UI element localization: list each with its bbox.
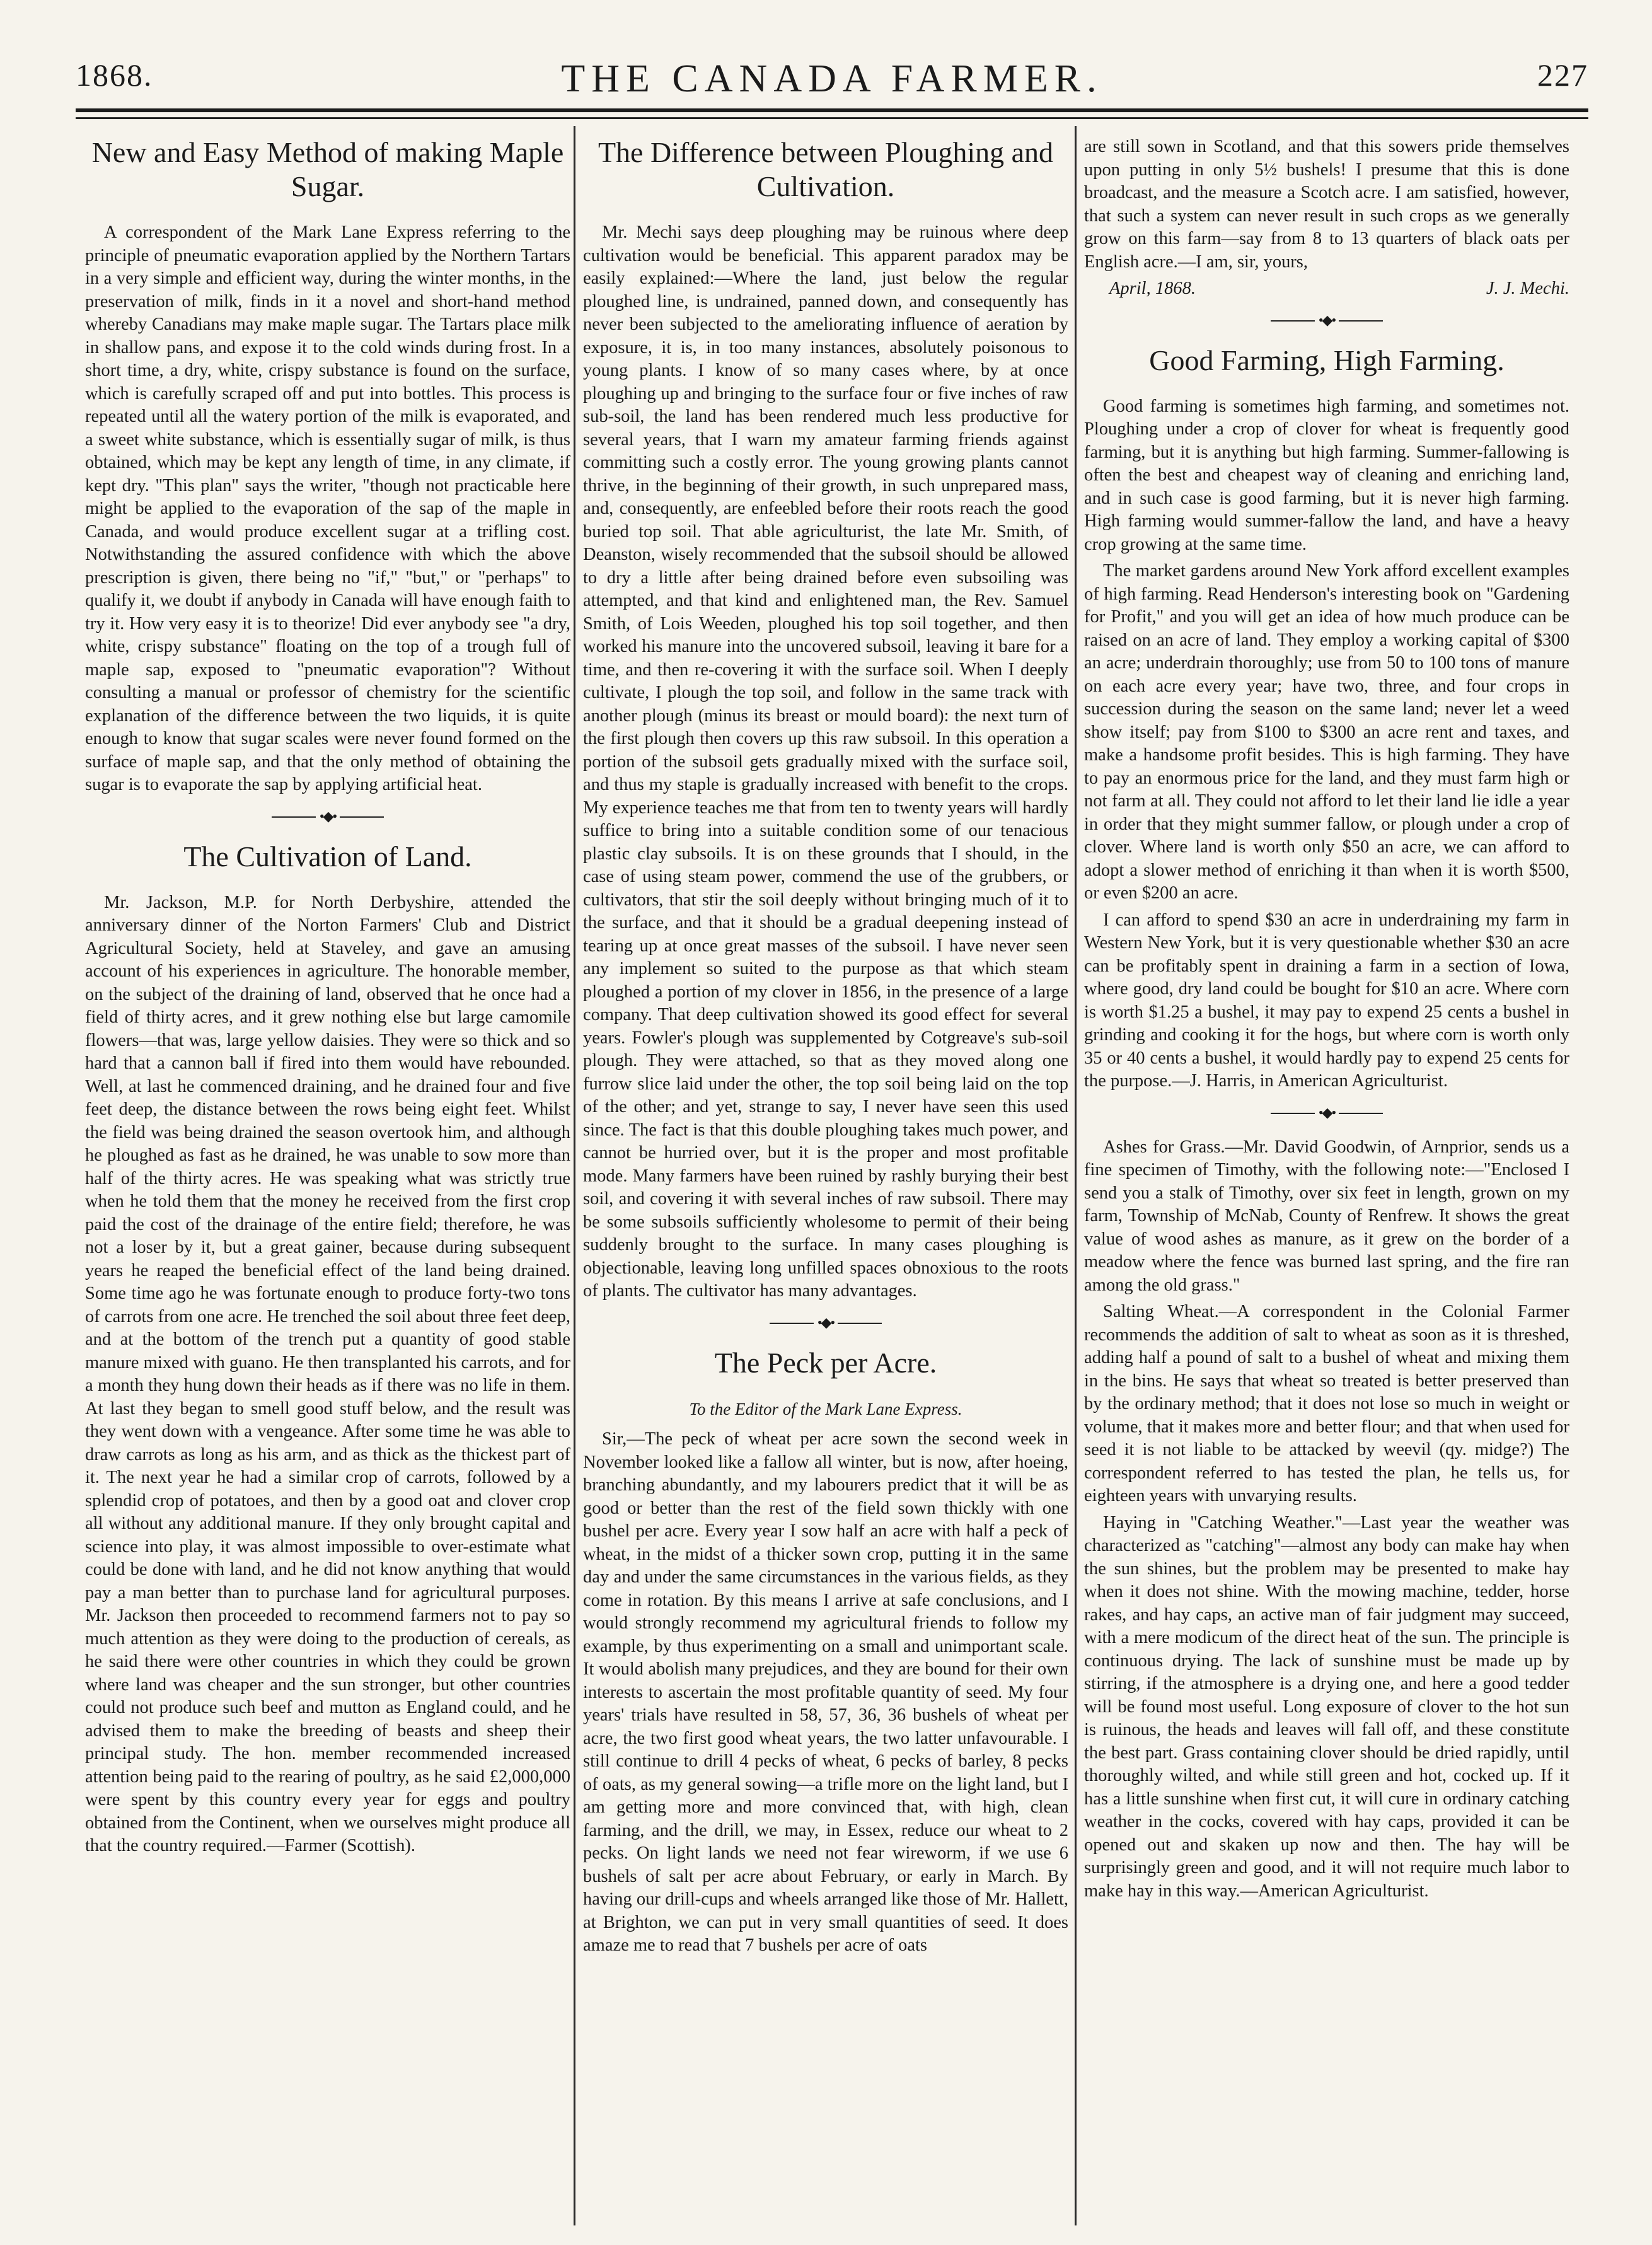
article-title: The Difference between Ploughing and Cultivation. xyxy=(598,136,1054,202)
issue-year: 1868. xyxy=(76,57,153,93)
article-paragraph: A correspondent of the Mark Lane Express referring to the principle of pneumatic evaporation applied by the Northern Tartars in a very simple and efficient way, during the winter months, in the preservation of milk, finds in it a novel and short-hand method whereby Canadians may make maple sugar. The Tartars place milk in shallow pans, and expose it to the cold winds during frost. In a short time, a dry, white, crispy substance is found on the surface, which is carefully scraped off and put into bottles. This process is repeated until all the watery portion of the milk is evaporated, and a sweet white substance, which is essentially sugar of milk, is thus obtained, which may be kept any length of time, in any climate, if kept dry. "This plan" says the writer, "though not practicable here might be applied to the evaporation of the sap of the maple in Canada, and would produce excellent sugar at a trifling cost. Notwithstanding the assured confidence with which the above prescription is given, there being no "if," "but," or "perhaps" to qualify it, we doubt if anybody in Canada will have enough faith to try it. How very easy it is to theorize! Did ever anybody see "a dry, white, crispy substance" floating on the top of a trough full of maple sap, exposed to "pneumatic evaporation"? Without consulting a manual or professor of chemistry for the scientific explanation of the difference between the two liquids, it is quite enough to know that sugar scales were never found formed on the surface of maple sap, and that the only method of obtaining the sugar is to evaporate the sap by applying artificial heat. xyxy=(85,223,570,794)
column-1 xyxy=(85,136,570,2216)
article-paragraph: Good farming is sometimes high farming, and sometimes not. Ploughing under a crop of clover for wheat is frequently good farming, but it is anything but high farming. Summer-fallowing is often the best and cheapest way of cleaning and enriching land, and in such case is good farming, but it is never high farming. High farming would summer-fallow the land, and have a heavy crop growing at the same time. xyxy=(1084,396,1569,554)
section-ornament: •◆• xyxy=(1084,312,1569,328)
section-ornament: •◆• xyxy=(85,808,570,825)
column-2 xyxy=(583,136,1068,2216)
page-number: 227 xyxy=(1537,57,1588,93)
column-3 xyxy=(1084,136,1569,2216)
article-title: The Peck per Acre. xyxy=(714,1346,937,1379)
article-paragraph: Mr. Mechi says deep ploughing may be ruinous where deep cultivation would be beneficial. This apparent paradox may be easily explained:—Where the land, just below the regular ploughed line, is undrained, panned down, and consequently has never been subjected to the ameliorating influence of aeration by exposure, it is, in too many instances, absolutely poisonous to young plants. I know of so many cases where, by at once ploughing up and bringing to the surface four or five inches of raw sub-soil, the land has been rendered much less productive for several years, that I warn my amateur farming friends against committing such a costly error. The young growing plants cannot thrive, in the beginning of their growth, in such unprepared mass, and, consequently, are enfeebled before their roots reach the good buried top soil. That able agriculturist, the late Mr. Smith, of Deanston, wisely recommended that the subsoil should be allowed to dry a little after being drained before even subsoiling was attempted, and that kind and enlightened man, the Rev. Samuel Smith, of Lois Weeden, ploughed his top soil together, and then worked his manure into the uncovered subsoil, leaving it bare for a time, and then re-covering it with the surface soil. When I deeply cultivate, I plough the top soil, and follow in the same track with another plough (minus its breast or mould board): the next turn of the first plough then covers up this raw subsoil. In this operation a portion of the subsoil gets gradually mixed with the surface soil, and thus my staple is gradually increased with benefit to the crops. My experience teaches me that from ten to twenty years will hardly suffice to bring into a suitable condition some of our tenacious plastic clay subsoils. It is on these grounds that I should, in the case of using steam power, commend the use of the grubbers, or cultivators, that stir the soil deeply without bringing much of it to the surface, and that it should be a gradual deepening instead of tearing up at once great masses of the subsoil. I have never seen any implement so suited to the purpose as that which steam ploughed a portion of my clover in 1856, in the presence of a large company. That deep cultivation showed its good effect for several years. Fowler's plough was supplemented by Cotgreave's sub-soil plough. They were attached, so that as they moved along one furrow slice laid under the other, the top soil being laid on the top of the other; and yet, strange to say, I never have seen this used since. The fact is that this double ploughing takes much power, and cannot be hurried over, but it is the proper and most profitable mode. Many farmers have been ruined by rashly burying their best soil, and covering it with several inches of raw subsoil. There may be some subsoils sufficiently wholesome to permit of their being suddenly brought to the surface. In many cases ploughing is objectionable, leaving long unfilled spaces obnoxious to the roots of plants. The cultivator has many advantages. xyxy=(583,223,1068,1301)
masthead-rule-thin xyxy=(76,117,1588,119)
article-paragraph: The market gardens around New York afford excellent examples of high farming. Read Henderson's interesting book on "Gardening for Profit," and you will get an idea of how much produce can be raised on an acre of land. They employ a working capital of $300 an acre; underdrain thoroughly; use from 50 to 100 tons of manure on each acre every year; have two, three, and four crops in succession during the season on the same land; never let a weed show itself; pay from $100 to $300 an acre rent and taxes, and make a handsome profit besides. This is high farming. They have to pay an enormous price for the land, and they must farm high or not farm at all. They could not afford to let their land lie idle a year in order that they might summer fallow, or plough under a crop of clover. Where land is worth only $50 an acre, we can afford to adopt a slower method of enriching it than when it is worth $500, or even $200 an acre. xyxy=(1084,561,1569,903)
masthead xyxy=(76,57,1588,101)
article-paragraph: Haying in "Catching Weather."—Last year the weather was characterized as "catching"—almost any body can make hay when the sun shines, but the problem may be presented to make hay when it does not shine. With the mowing machine, tedder, horse rakes, and hay caps, an active man of fair judgment may succeed, with a mere modicum of the direct heat of the sun. The principle is continuous drying. The lack of sunshine must be made up by stirring, if the atmosphere is a drying one, and here a good tedder will be found most useful. Long exposure of clover to the hot sun is ruinous, the heads and leaves will fall off, and these constitute the best part. Grass containing clover should be dried rapidly, until thoroughly wilted, and while still green and hot, cocked up. If it has a little sunshine when first cut, it will cure in ordinary catching weather in the cocks, covered with hay caps, provided it can be opened out and skaken up now and then. The hay will be surprisingly green and good, and it will not require much labor to make hay in this way.—American Agriculturist. xyxy=(1084,1512,1569,1901)
article-title: New and Easy Method of making Maple Sugar. xyxy=(91,136,564,202)
article-paragraph: I can afford to spend $30 an acre in underdraining my farm in Western New York, but it is very questionable whether $30 an acre can be profitably spent in draining a farm in a section of Iowa, where good, dry land could be bought for $10 an acre. Where corn is worth $1.25 a bushel, it may pay to expend 25 cents a bushel in grinding and cooking it for the hogs, but where corn is worth only 35 or 40 cents a bushel, it would hardly pay to expend 25 cents for the purpose.—J. Harris, in American Agriculturist. xyxy=(1084,910,1569,1091)
section-ornament: •◆• xyxy=(583,1314,1068,1331)
letter-date: April, 1868. J. J. Mechi. xyxy=(1084,277,1569,301)
article-paragraph: Sir,—The peck of wheat per acre sown the second week in November looked like a fallow all winter, but is now, after hoeing, branching abundantly, and my labourers predict that it will be as good or better than the rest of the field sown thickly with one bushel per acre. Every year I sow half an acre with half a peck of wheat, in the midst of a thicker sown crop, putting it in the same day and under the same circumstances in the various fields, as they come in rotation. By this means I arrive at safe conclusions, and I would strongly recommend my agricultural friends to follow my example, by thus experimenting on a small and unimportant scale. It would abolish many prejudices, and they are bound for their own interests to ascertain the most profitable quantity of seed. My four years' trials have resulted in 58, 57, 36, 36 bushels of wheat per acre, the two first good wheat years, the two latter unfavourable. I still continue to drill 4 pecks of wheat, 6 pecks of barley, 8 pecks of oats, as my general sowing—a trifle more on the light land, but I am getting more and more convinced that, with high, clean farming, and the drill, we may, in Essex, reduce our wheat to 2 pecks. On light lands we need not fear wireworm, if we use 6 bushels of salt per acre about February, or early in March. By having our drill-cups and wheels arranged like those of Mr. Hallett, at Brighton, we can put in very small quantities of seed. It does amaze me to read that 7 bushels per acre of oats xyxy=(583,1429,1068,1955)
editor-line: To the Editor of the Mark Lane Express. xyxy=(689,1399,962,1418)
article-title: The Cultivation of Land. xyxy=(183,840,472,873)
newspaper-title: THE CANADA FARMER. xyxy=(561,57,1103,100)
article-paragraph: Mr. Jackson, M.P. for North Derbyshire, attended the anniversary dinner of the Norton Farmers' Club and District Agricultural Society, held at Staveley, and gave an amusing account of his experiences in agriculture. The honorable member, on the subject of the draining of land, observed that he once had a field of thirty acres, and it grew nothing else but large camomile flowers—that was, large yellow daisies. They were so thick and so hard that a cannon ball if fired into them would have rebounded. Well, at last he commenced draining, and he drained four and five feet deep, the distance between the rows being eight feet. Whilst the field was being drained the season overtook him, and although he ploughed as fast as he drained, he was unable to sow more than half of the thirty acres. He was speaking what was strictly true when he told them that the money he received from the first crop paid the cost of the drainage of the entire field; therefore, he was not a loser by it, but a great gainer, because during subsequent years he reaped the beneficial effect of the land being drained. Some time ago he was fortunate enough to produce forty-two tons of carrots from one acre. He trenched the soil about three feet deep, and at the bottom of the trench put a quantity of good stable manure mixed with guano. He then transplanted his carrots, and for a month they hung down their heads as if there was no life in them. At last they began to smell good stuff below, and the result was they went down with a vengeance. After some time he was able to draw carrots as long as his arm, and as thick as the thickest part of it. The next year he had a similar crop of carrots, followed by a splendid crop of potatoes, and then by a good oat and clover crop all without any additional manure. If they only brought capital and science into play, it was almost impossible to over-estimate what could be done with land, and he did not know anything that would pay a man better than to purchase land for agricultural purposes. Mr. Jackson then proceeded to recommend farmers not to pay so much attention as they were doing to the production of cereals, as he said there were other countries in which they could be grown where land was cheaper and the sun stronger, but other countries could not produce such beef and mutton as England could, and he advised them to make the breeding of beasts and sheep their principal study. The hon. member recommended increased attention being paid to the rearing of poultry, as he said £2,000,000 were spent by this country every year for eggs and poultry obtained from the Continent, when we ourselves might produce all that the country required.—Farmer (Scottish). xyxy=(85,892,570,1855)
section-ornament: •◆• xyxy=(1084,1105,1569,1121)
column-divider xyxy=(574,126,575,2225)
column-divider xyxy=(1075,126,1077,2225)
letter-signature: J. J. Mechi. xyxy=(1486,279,1569,298)
article-paragraph: are still sown in Scotland, and that this sowers pride themselves upon putting in only 5½ bushels! I presume that this is done broadcast, and the measure a Scotch acre. I am satisfied, however, that such a system can never result in such crops as we generally grow on this farm—say from 8 to 13 quarters of black oats per English acre.—I am, sir, yours, xyxy=(1084,137,1569,272)
article-paragraph: Ashes for Grass.—Mr. David Goodwin, of Arnprior, sends us a fine specimen of Timothy, with the following note:—"Enclosed I send you a stalk of Timothy, over six feet in length, grown on my farm, Township of McNab, County of Renfrew. It shows the great value of wood ashes as manure, as it grew on the border of a meadow where the fence was burned last spring, and the fire ran among the old grass." xyxy=(1084,1137,1569,1295)
article-paragraph: Salting Wheat.—A correspondent in the Colonial Farmer recommends the addition of salt to wheat as soon as it is threshed, adding half a pound of salt to a bushel of wheat and mixing them in the bins. He says that wheat so treated is better preserved than by the ordinary method; that it does not lose so much in weight or volume, that it makes more and better flour; and that when used for seed it is not liable to be attacked by weevil (qy. midge?) The correspondent referred to has tested the plan, he tells us, for eighteen years with unvarying results. xyxy=(1084,1302,1569,1505)
article-title: Good Farming, High Farming. xyxy=(1149,344,1505,376)
masthead-rule-thick xyxy=(76,108,1588,112)
